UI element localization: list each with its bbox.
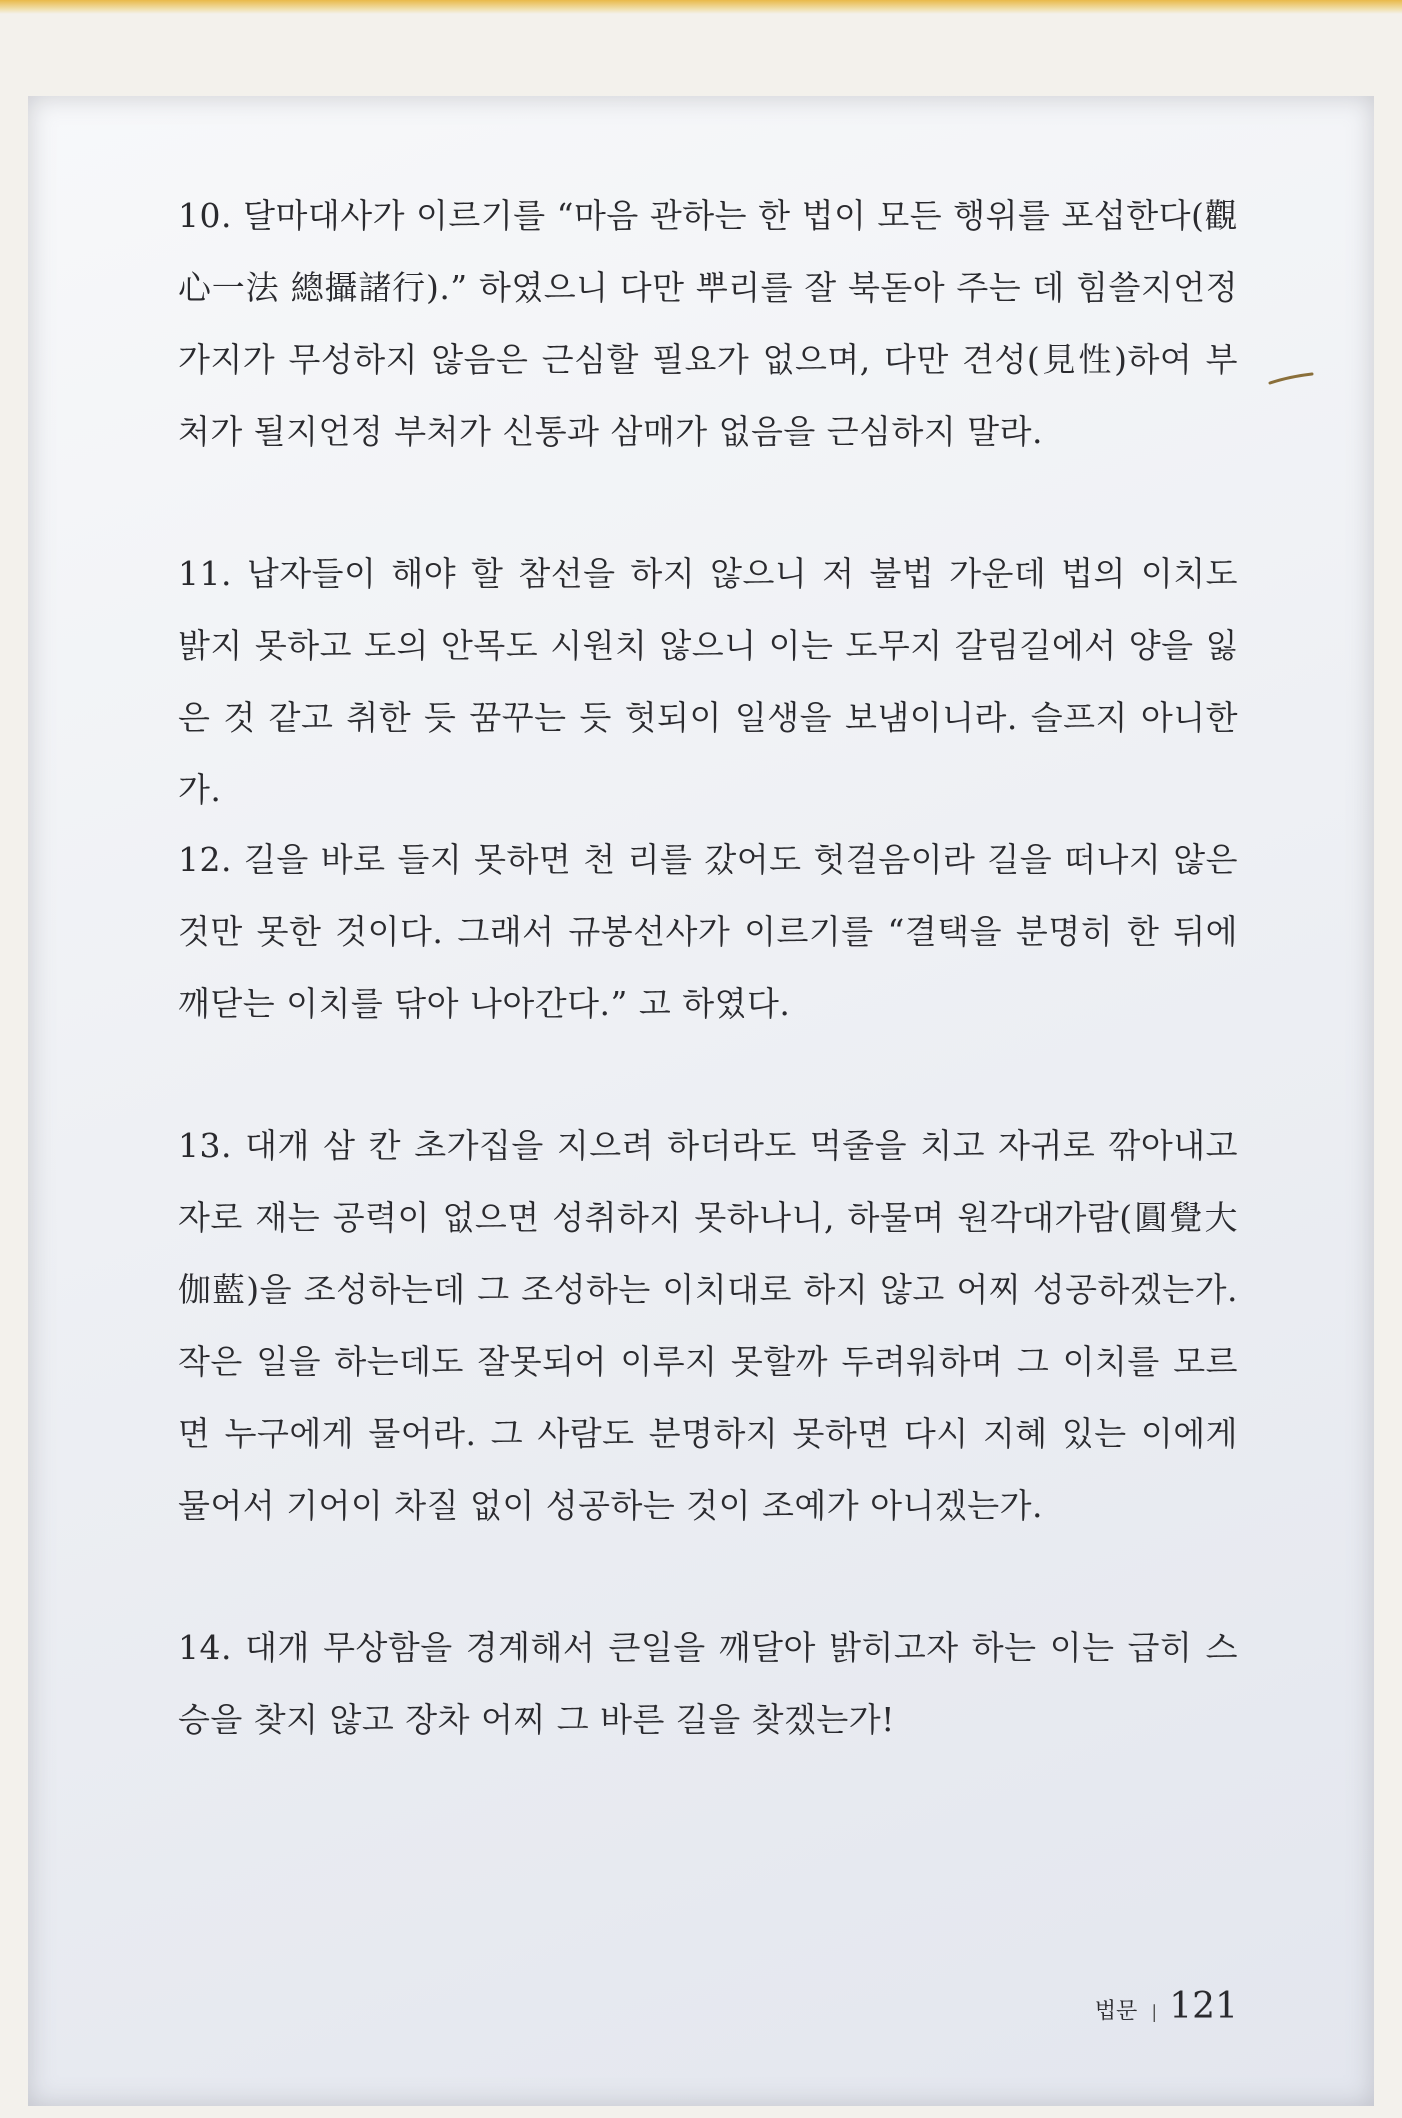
paragraph-10: [178, 180, 1238, 468]
paragraph-number: 11.: [178, 554, 232, 593]
page-top-edge: [0, 0, 1402, 14]
page-content: [178, 180, 1238, 1756]
paragraph-text: 달마대사가 이르기를 “마음 관하는 한 법이 모든 행위를 포섭한다(觀心一法 總攝諸行).” 하였으니 다만 뿌리를 잘 북돋아 주는 데 힘쓸지언정 가지가 무성하지 않음은 근심할 필요가 없으며, 다만 견성(見性)하여 부처가 될지언정 부처가 신통과 삼매가 없음을 근심하지 말라.: [178, 196, 1238, 451]
paragraph-text: 길을 바로 들지 못하면 천 리를 갔어도 헛걸음이라 길을 떠나지 않은 것만 못한 것이다. 그래서 규봉선사가 이르기를 “결택을 분명히 한 뒤에 깨닫는 이치를 닦아 나아간다.” 고 하였다.: [178, 840, 1238, 1023]
page-number: 121: [1169, 1986, 1238, 2027]
paragraph-text: 대개 무상함을 경계해서 큰일을 깨달아 밝히고자 하는 이는 급히 스승을 찾지 않고 장차 어찌 그 바른 길을 찾겠는가!: [178, 1628, 1238, 1739]
paragraph-number: 13.: [178, 1126, 232, 1165]
paragraph-number: 10.: [178, 196, 232, 235]
paragraph-14: [178, 1612, 1238, 1756]
paragraph-number: 14.: [178, 1628, 232, 1667]
paragraph-text: 납자들이 해야 할 참선을 하지 않으니 저 불법 가운데 법의 이치도 밝지 못하고 도의 안목도 시원치 않으니 이는 도무지 갈림길에서 양을 잃은 것 같고 취한 듯 꿈꾸는 듯 헛되이 일생을 보냄이니라. 슬프지 아니한가.: [178, 554, 1238, 809]
footer-divider: |: [1151, 2002, 1158, 2023]
paragraph-11: [178, 538, 1238, 809]
paragraph-text: 대개 삼 칸 초가집을 지으려 하더라도 먹줄을 치고 자귀로 깎아내고 자로 재는 공력이 없으면 성취하지 못하나니, 하물며 원각대가람(圓覺大伽藍)을 조성하는데 그 조성하는 이치대로 하지 않고 어찌 성공하겠는가. 작은 일을 하는데도 잘못되어 이루지 못할까 두려워하며 그 이치를 모르면 누구에게 물어라. 그 사람도 분명하지 못하면 다시 지혜 있는 이에게 물어서 기어이 차질 없이 성공하는 것이 조예가 아니겠는가.: [178, 1126, 1238, 1525]
paragraph-13: [178, 1110, 1238, 1542]
paragraph-12: [178, 824, 1238, 1040]
section-title: 법문: [1094, 1999, 1138, 2024]
pen-mark: [1268, 372, 1314, 386]
page-footer: [1095, 1986, 1238, 2027]
paragraph-number: 12.: [178, 840, 232, 879]
